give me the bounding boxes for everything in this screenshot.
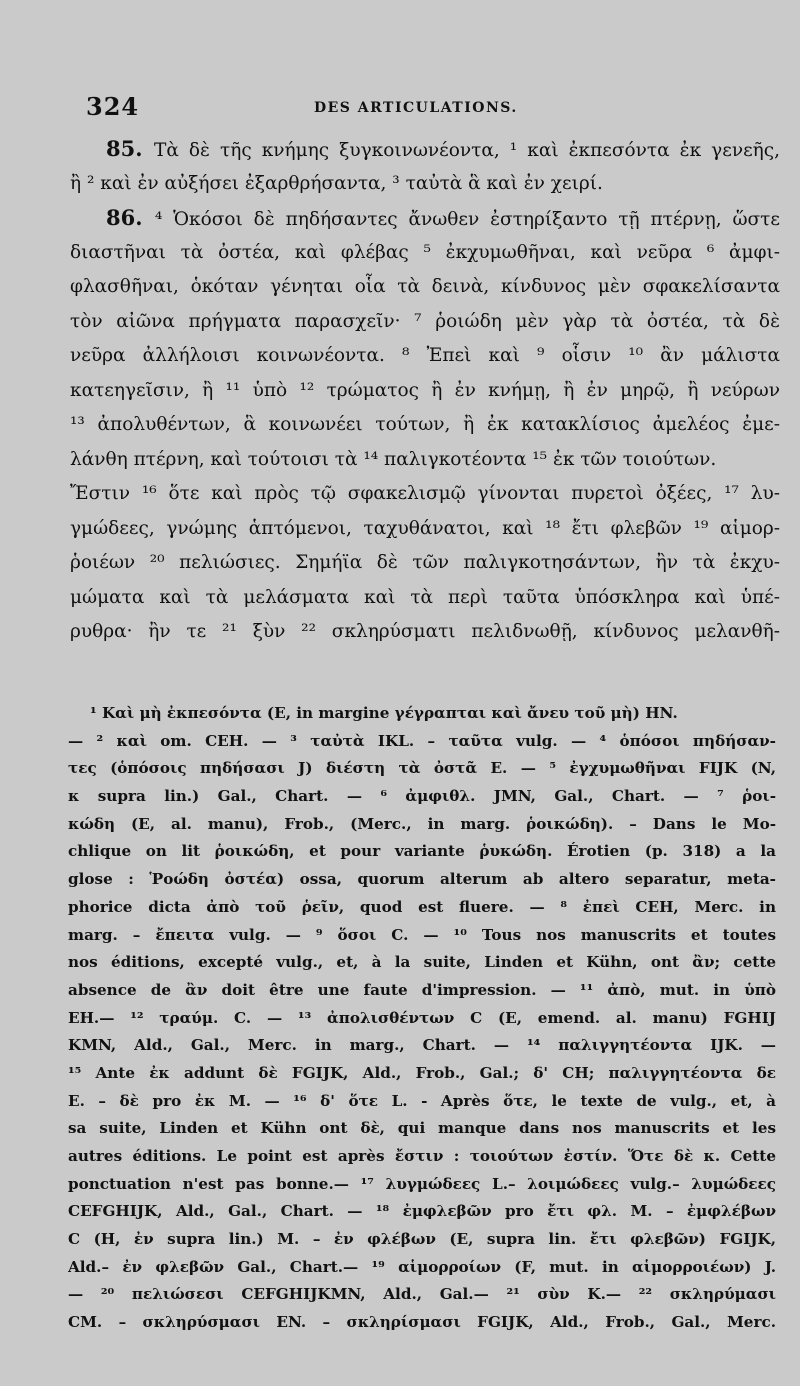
text-line xyxy=(70,270,780,305)
text-line xyxy=(70,581,780,616)
line-text: φλασθῆναι, ὁκόταν γένηται οἷα τὰ δεινὰ, κίνδυνος μὲν σφακελίσαντα xyxy=(70,276,780,297)
line-text: Τὰ δὲ τῆς κνήμης ξυγκοινωνέοντα, ¹ καὶ ἐκπεσόντα ἐκ γενεῆς, xyxy=(154,140,780,161)
line-text: ⁴ Ὁκόσοι δὲ πηδήσαντες ἄνωθεν ἐστηρίξαντο τῇ πτέρνῃ, ὥστε xyxy=(154,209,780,230)
footnote-line: — ²⁰ πελιώσεσι CEFGHIJKMN, Ald., Gal.— ²¹ σὺν K.— ²² σκληρύμασι xyxy=(68,1285,776,1304)
footnote-line: phorice dicta ἀπὸ τοῦ ῥεῖν, quod est fluere. — ⁸ ἐπεὶ CEH, Merc. in xyxy=(68,897,776,916)
footnote-line: ¹⁵ Ante ἐκ addunt δὲ FGIJK, Ald., Frob., Gal.; δ' CH; παλιγγητέοντα δε xyxy=(68,1063,776,1082)
line-text: γμώδεες, γνώμης ἁπτόμενοι, ταχυθάνατοι, καὶ ¹⁸ ἔτι φλεβῶν ¹⁹ αἱμορ- xyxy=(70,517,780,539)
line-text: ἢ ² καὶ ἐν αὐξήσει ἐξαρθρήσαντα, ³ ταὐτὰ ἃ καὶ ἐν χειρί. xyxy=(70,172,603,194)
footnote-line: ¹ Καὶ μὴ ἐκπεσόντα (E, in margine γέγραπται καὶ ἄνευ τοῦ μὴ) HN. xyxy=(90,704,678,722)
line-text: τὸν αἰῶνα πρήγματα παρασχεῖν· ⁷ ῥοιώδη μὲν γὰρ τὰ ὀστέα, τὰ δὲ xyxy=(70,310,780,332)
footnote-line: E. – δὲ pro ἐκ M. — ¹⁶ δ' ὅτε L. - Après ὅτε, le texte de vulg., et, à xyxy=(68,1091,776,1110)
text-line xyxy=(70,201,780,236)
section-number: 86. xyxy=(106,205,155,230)
line-text: ¹³ ἀπολυθέντων, ἃ κοινωνέει τούτων, ἢ ἐκ κατακλίσιος ἀμελέος ἐμε- xyxy=(70,414,780,435)
text-line xyxy=(70,443,780,478)
footnote-line: nos éditions, excepté vulg., et, à la suite, Linden et Kühn, ont ἂν; cette xyxy=(68,953,776,972)
footnote-line: absence de ἂν doit être une faute d'impression. — ¹¹ ἀπὸ, mut. in ὑπὸ xyxy=(68,980,776,999)
text-line xyxy=(70,546,780,581)
text-line xyxy=(70,236,780,271)
line-text: μώματα καὶ τὰ μελάσματα καὶ τὰ περὶ ταῦτα ὑπόσκληρα καὶ ὑπέ- xyxy=(70,586,780,608)
footnote-line: sa suite, Linden et Kühn ont δὲ, qui manque dans nos manuscrits et les xyxy=(68,1119,776,1138)
footnote-line: EH.— ¹² τραύμ. C. — ¹³ ἀπολισθέντων C (E, emend. al. manu) FGHIJ xyxy=(68,1008,776,1027)
footnote-line: ponctuation n'est pas bonne.— ¹⁷ λυγμώδεες L.– λοιμώδεες vulg.– λυμώδεες xyxy=(68,1174,776,1193)
text-line xyxy=(70,305,780,340)
footnotes xyxy=(68,700,776,1337)
page-header xyxy=(86,92,776,122)
footnote-line: autres éditions. Le point est après ἔστιν : τοιούτων ἐστίν. Ὅτε δὲ κ. Cette xyxy=(68,1147,776,1165)
line-text: ῥοιέων ²⁰ πελιώσιες. Σημήϊα δὲ τῶν παλιγκοτησάντων, ἢν τὰ ἐκχυ- xyxy=(70,552,780,573)
text-line xyxy=(70,339,780,374)
footnote-line: τες (ὁπόσοις πηδήσασι J) διέστη τὰ ὀστᾶ E. — ⁵ ἐγχυμωθῆναι FIJK (N, xyxy=(68,759,776,778)
line-text: κατεηγεῖσιν, ἢ ¹¹ ὑπὸ ¹² τρώματος ἢ ἐν κνήμῃ, ἢ ἐν μηρῷ, ἢ νεύρων xyxy=(70,379,780,401)
footnote-line: glose : Ῥοώδη ὀστέα) ossa, quorum alterum ab altero separatur, meta- xyxy=(68,870,776,889)
line-text: νεῦρα ἀλλήλοισι κοινωνέοντα. ⁸ Ἐπεὶ καὶ ⁹ οἷσιν ¹⁰ ἂν μάλιστα xyxy=(70,345,780,366)
footnote-line: Ald.– ἐν φλεβῶν Gal., Chart.— ¹⁹ αἱμορροίων (F, mut. in αἱμορροιέων) J. xyxy=(68,1257,776,1276)
footnote-line: CM. – σκληρύσμασι EN. – σκληρίσμασι FGIJK, Ald., Frob., Gal., Merc. xyxy=(68,1313,776,1332)
footnote-line: κ supra lin.) Gal., Chart. — ⁶ ἀμφιθλ. JMN, Gal., Chart. — ⁷ ῥοι- xyxy=(68,787,776,806)
line-text: διαστῆναι τὰ ὀστέα, καὶ φλέβας ⁵ ἐκχυμωθῆναι, καὶ νεῦρα ⁶ ἀμφι- xyxy=(70,241,780,263)
footnote-line: marg. – ἔπειτα vulg. — ⁹ ὅσοι C. — ¹⁰ Tous nos manuscrits et toutes xyxy=(68,925,776,944)
page-number: 324 xyxy=(86,92,140,121)
footnote-line: — ² καὶ om. CEH. — ³ ταὐτὰ IKL. – ταῦτα vulg. — ⁴ ὁπόσοι πηδήσαν- xyxy=(68,731,776,750)
footnote-line: C (H, ἐν supra lin.) M. – ἐν φλέβων (E, supra lin. ἔτι φλεβῶν) FGIJK, xyxy=(68,1230,776,1249)
text-line xyxy=(70,408,780,443)
section-number: 85. xyxy=(106,136,155,161)
text-line xyxy=(70,167,780,202)
footnote-line: KMN, Ald., Gal., Merc. in marg., Chart. — ¹⁴ παλιγγητέοντα IJK. — xyxy=(68,1036,776,1055)
text-line xyxy=(70,512,780,547)
text-line xyxy=(70,477,780,512)
footnote-line: κώδη (E, al. manu), Frob., (Merc., in marg. ῥοικώδη). – Dans le Mo- xyxy=(68,814,776,833)
footnote-line: CEFGHIJK, Ald., Gal., Chart. — ¹⁸ ἐμφλεβῶν pro ἔτι φλ. M. – ἐμφλέβων xyxy=(68,1202,776,1221)
text-line xyxy=(70,615,780,650)
text-line xyxy=(70,132,780,167)
text-line xyxy=(70,374,780,409)
main-greek-text xyxy=(70,132,780,650)
line-text: λάνθη πτέρνη, καὶ τούτοισι τὰ ¹⁴ παλιγκοτέοντα ¹⁵ ἐκ τῶν τοιούτων. xyxy=(70,448,717,470)
footnote-line: chlique on lit ῥοικώδη, et pour variante ῥυκώδη. Érotien (p. 318) a la xyxy=(68,842,776,861)
line-text: ρυθρα· ἢν τε ²¹ ξὺν ²² σκληρύσματι πελιδνωθῇ, κίνδυνος μελανθῆ- xyxy=(70,621,780,642)
line-text: Ἔστιν ¹⁶ ὅτε καὶ πρὸς τῷ σφακελισμῷ γίνονται πυρετοὶ ὀξέες, ¹⁷ λυ- xyxy=(70,483,780,504)
running-title: DES ARTICULATIONS. xyxy=(314,100,518,116)
